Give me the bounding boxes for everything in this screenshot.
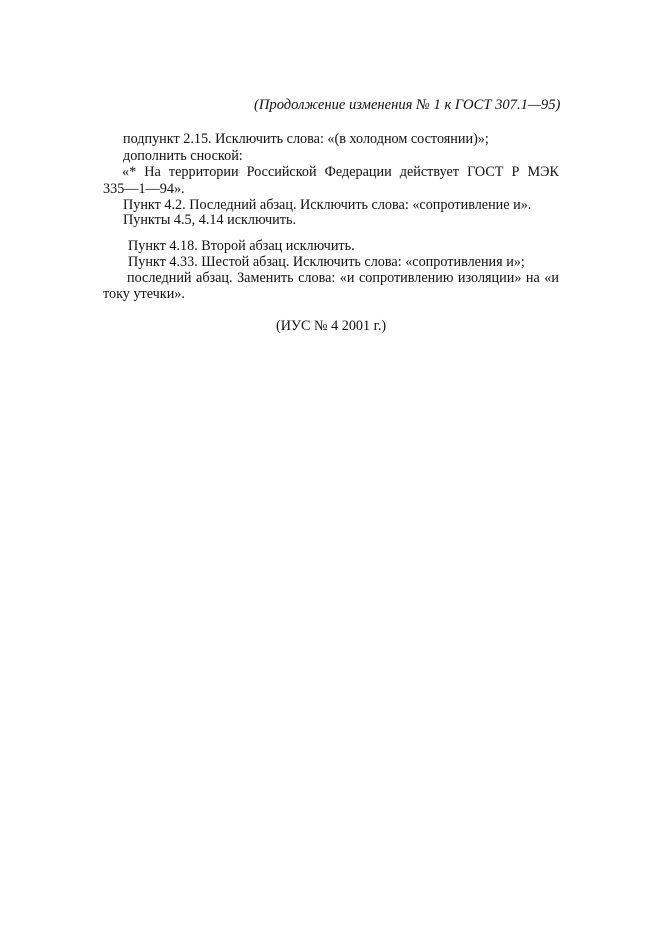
paragraph-line: Пункт 4.2. Последний абзац. Исключить слова: «сопротивление и». xyxy=(123,197,532,213)
paragraph-line: Пункты 4.5, 4.14 исключить. xyxy=(123,212,296,228)
footnote-line: «* На территории Российской Федерации действует ГОСТ Р МЭК xyxy=(122,164,559,180)
footnote-line: 335—1—94». xyxy=(103,181,185,197)
paragraph-line: Пункт 4.33. Шестой абзац. Исключить слова: «сопротивления и»; xyxy=(128,254,525,270)
paragraph-line: подпункт 2.15. Исключить слова: «(в холодном состоянии)»; xyxy=(123,131,489,147)
source-reference: (ИУС № 4 2001 г.) xyxy=(276,318,387,334)
paragraph-line: последний абзац. Заменить слова: «и сопротивлению изоляции» на «и xyxy=(127,270,559,286)
document-header: (Продолжение изменения № 1 к ГОСТ 307.1—95) xyxy=(254,97,561,113)
paragraph-line: току утечки». xyxy=(103,286,185,302)
paragraph-line: дополнить сноской: xyxy=(123,148,243,164)
paragraph-line: Пункт 4.18. Второй абзац исключить. xyxy=(128,238,355,254)
